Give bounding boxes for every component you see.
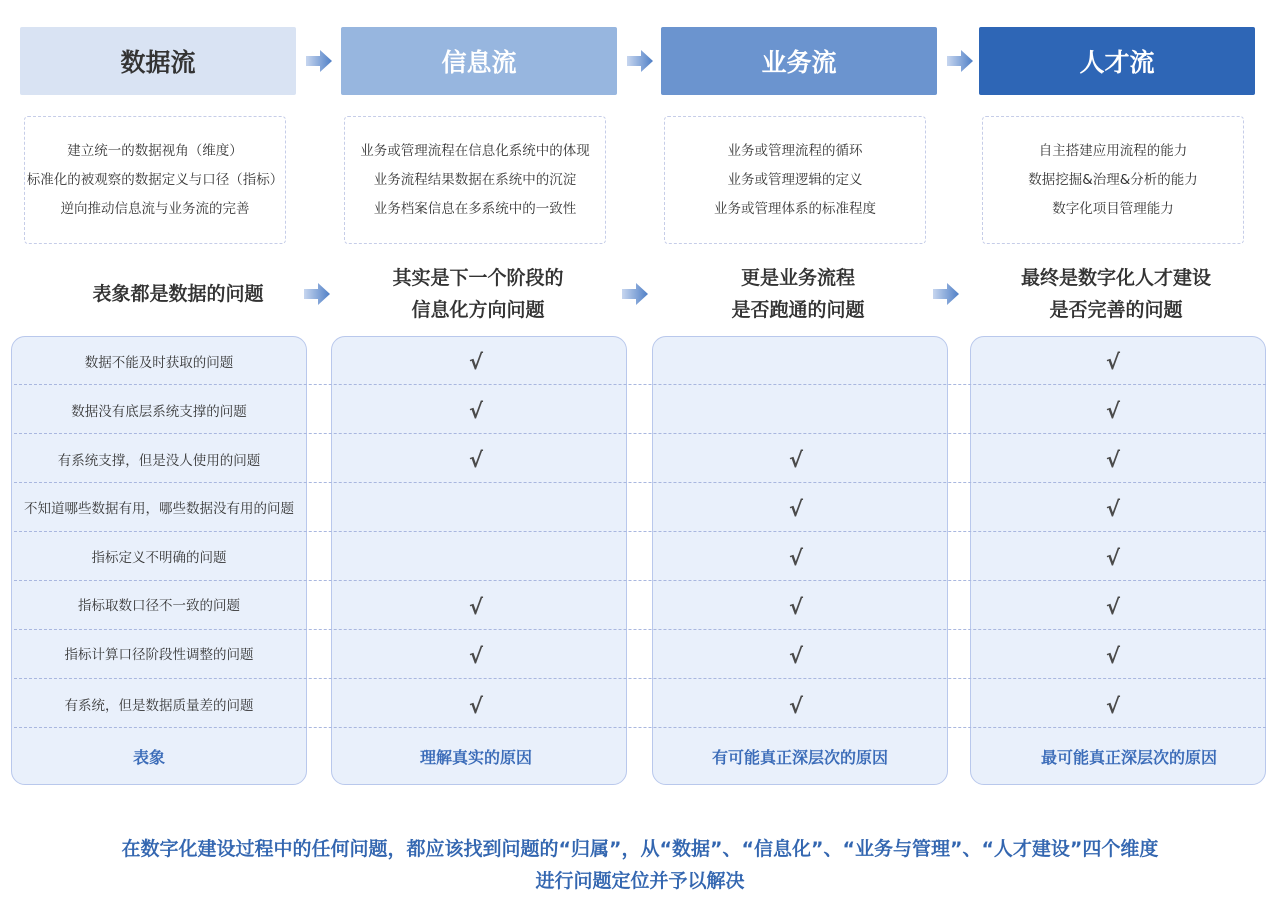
check-mark-icon: √	[1105, 399, 1120, 423]
conclusion-line-1: 在数字化建设过程中的任何问题，都应该找到问题的“归属”，从“数据”、“信息化”、“业务与管理”、“人才建设”四个维度	[121, 838, 1159, 860]
stage-description-info-flow	[344, 116, 606, 244]
summary-line: 其实是下一个阶段的	[392, 267, 564, 289]
description-line: 业务或管理体系的标准程度	[714, 200, 876, 217]
arrow-right-icon	[947, 50, 973, 72]
arrow-right-icon	[304, 283, 330, 305]
description-line: 逆向推动信息流与业务流的完善	[60, 200, 250, 217]
check-mark-icon: √	[468, 595, 483, 619]
summary-line: 信息化方向问题	[411, 299, 545, 321]
description-line: 业务或管理流程的循环	[727, 142, 863, 159]
problem-label: 有系统支撑，但是没人使用的问题	[57, 453, 261, 469]
problem-label: 指标计算口径阶段性调整的问题	[64, 647, 254, 663]
row-divider	[14, 678, 1266, 679]
stage-header-business-flow: 业务流	[661, 27, 937, 95]
stage-description-data-flow	[24, 116, 286, 244]
panel-footer-info-flow: 理解真实的原因	[419, 747, 532, 767]
description-line: 业务流程结果数据在系统中的沉淀	[373, 171, 577, 188]
check-mark-icon: √	[788, 644, 803, 668]
description-line: 标准化的被观察的数据定义与口径（指标）	[26, 171, 284, 188]
check-mark-icon: √	[788, 448, 803, 472]
arrow-right-icon	[306, 50, 332, 72]
summary-line: 最终是数字化人才建设	[1020, 267, 1211, 289]
summary-line: 是否跑通的问题	[731, 299, 865, 321]
stage-summary-business-flow	[640, 262, 956, 326]
check-mark-icon: √	[468, 644, 483, 668]
check-mark-icon: √	[788, 694, 803, 718]
description-line: 建立统一的数据视角（维度）	[67, 142, 243, 159]
summary-line: 更是业务流程	[740, 267, 855, 289]
row-divider	[14, 384, 1266, 385]
description-line: 自主搭建应用流程的能力	[1038, 142, 1188, 159]
description-line: 数据挖掘&治理&分析的能力	[1028, 171, 1198, 188]
stage-header-data-flow: 数据流	[20, 27, 296, 95]
stage-description-talent-flow	[982, 116, 1244, 244]
problem-label: 数据没有底层系统支撑的问题	[71, 404, 247, 420]
stage-header-info-flow: 信息流	[341, 27, 617, 95]
check-mark-icon: √	[788, 497, 803, 521]
problem-label: 指标定义不明确的问题	[91, 550, 227, 566]
check-mark-icon: √	[1105, 644, 1120, 668]
check-mark-icon: √	[1105, 546, 1120, 570]
panel-footer-symptoms: 表象	[132, 747, 165, 767]
check-mark-icon: √	[1105, 448, 1120, 472]
summary-line: 是否完善的问题	[1049, 299, 1183, 321]
problem-label: 数据不能及时获取的问题	[84, 355, 234, 371]
stage-summary-data-flow	[20, 262, 336, 326]
check-mark-icon: √	[1105, 350, 1120, 374]
check-mark-icon: √	[468, 399, 483, 423]
description-line: 业务或管理逻辑的定义	[727, 171, 863, 188]
problem-label: 有系统，但是数据质量差的问题	[64, 698, 254, 714]
check-mark-icon: √	[468, 350, 483, 374]
row-divider	[14, 433, 1266, 434]
problem-label: 指标取数口径不一致的问题	[78, 598, 240, 614]
stage-header-talent-flow: 人才流	[979, 27, 1255, 95]
stage-summary-talent-flow	[958, 262, 1274, 326]
check-mark-icon: √	[1105, 595, 1120, 619]
check-mark-icon: √	[1105, 497, 1120, 521]
panel-footer-talent-flow: 最可能真正深层次的原因	[1040, 747, 1217, 767]
problem-label: 不知道哪些数据有用，哪些数据没有用的问题	[24, 501, 294, 517]
conclusion-line-2: 进行问题定位并予以解决	[535, 870, 745, 892]
arrow-right-icon	[627, 50, 653, 72]
stage-description-business-flow	[664, 116, 926, 244]
arrow-right-icon	[933, 283, 959, 305]
check-mark-icon: √	[1105, 694, 1120, 718]
check-mark-icon: √	[788, 595, 803, 619]
row-divider	[14, 727, 1266, 728]
check-mark-icon: √	[788, 546, 803, 570]
check-mark-icon: √	[468, 694, 483, 718]
stage-summary-info-flow	[320, 262, 636, 326]
description-line: 数字化项目管理能力	[1052, 200, 1174, 217]
row-divider	[14, 531, 1266, 532]
description-line: 业务档案信息在多系统中的一致性	[373, 200, 577, 217]
summary-line: 表象都是数据的问题	[92, 283, 264, 305]
description-line: 业务或管理流程在信息化系统中的体现	[360, 142, 590, 159]
check-mark-icon: √	[468, 448, 483, 472]
panel-footer-business-flow: 有可能真正深层次的原因	[711, 747, 888, 767]
row-divider	[14, 482, 1266, 483]
arrow-right-icon	[622, 283, 648, 305]
